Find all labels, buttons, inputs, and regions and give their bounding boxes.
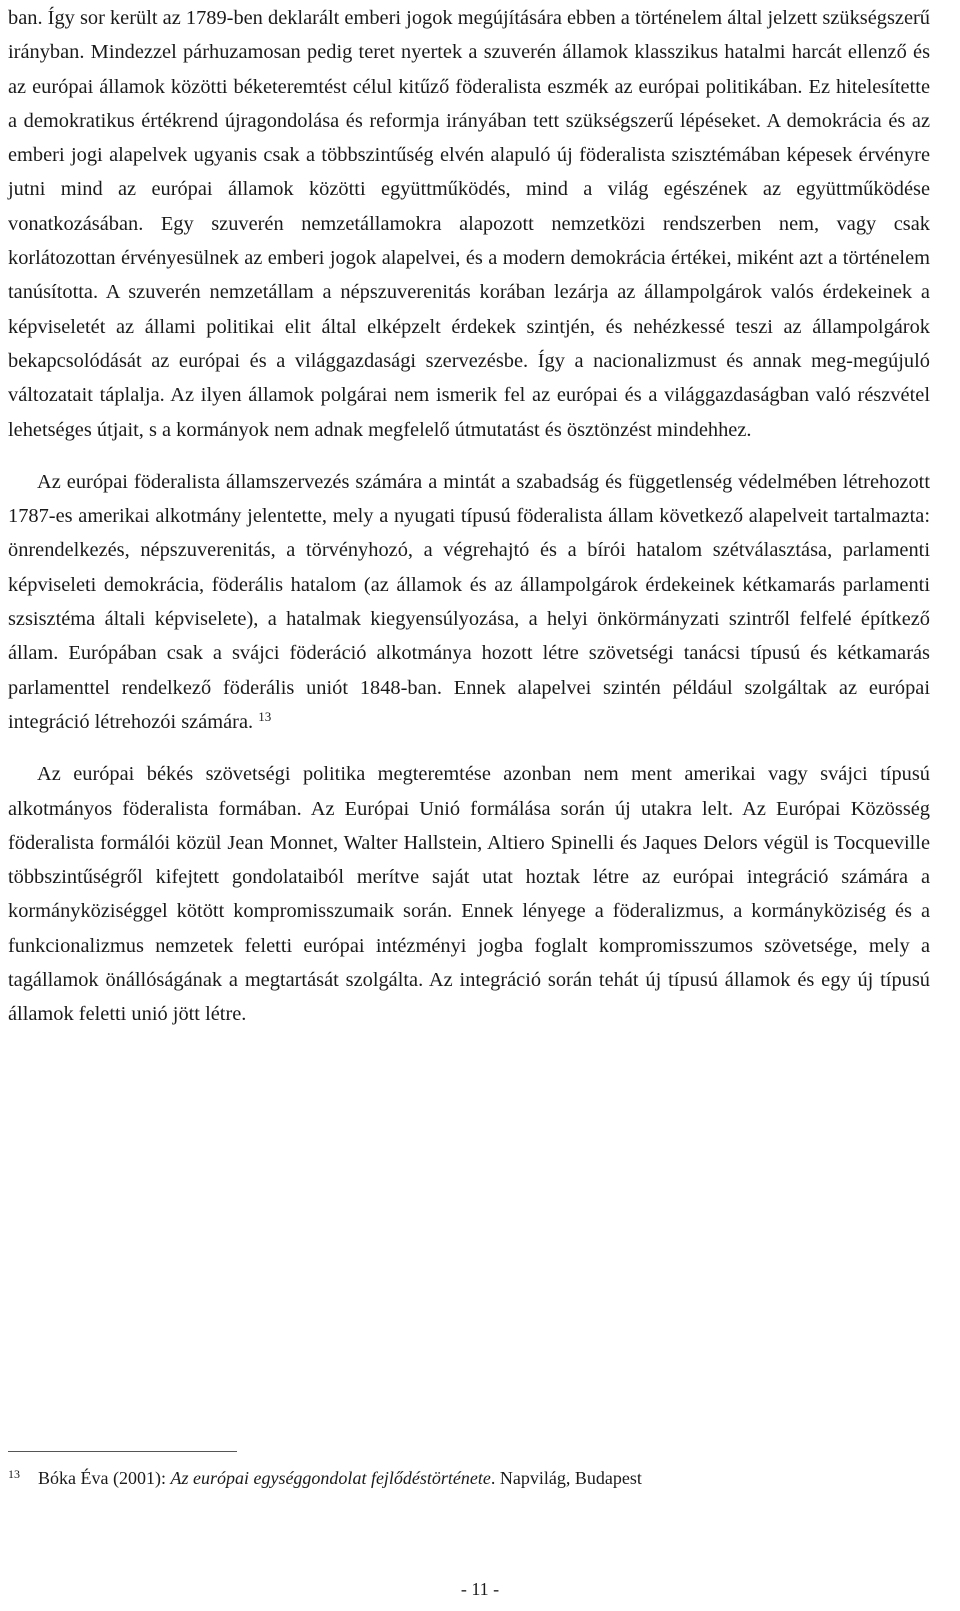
paragraph-3: Az európai békés szövetségi politika megteremtése azonban nem ment amerikai vagy svájci típusú alkotmányos föderalista formában. Az Európai Unió formálása során új utakra lelt. Az Európai Közösség föderalista formálói közül Jean Monnet, Walter Hallstein, Altiero Spinelli és Jaques Delors végül is Tocqueville többszintűségről kifejtett gondolataiból merítve saját utat hoztak létre az európai integráció számára a kormányköziséggel kötött kompromisszumaik során. Ennek lényege a föderalizmus, a kormányköziség és a funkcionalizmus nemzetek feletti európai intézményi jogba foglalt kompromisszumos szövetsége, mely a tagállamok önállóságának a megtartását szolgálta. Az integráció során tehát új típusú államok és egy új típusú államok feletti unió jött létre. [8, 763, 930, 1026]
paragraph-1: ban. Így sor került az 1789-ben deklarált emberi jogok megújítására ebben a történelem által jelzett szükségszerű irányban. Mindezzel párhuzamosan pedig teret nyertek a szuverén államok klasszikus hatalmi harcát ellenző és az európai államok közötti béketeremtést célul kitűző föderalista eszmék az európai politikában. Ez hitelesítette a demokratikus értékrend újragondolása és reformja irányában tett szükségszerű lépéseket. A demokrácia és az emberi jogi alapelvek ugyanis csak a többszintűség elvén alapuló új föderalista szisztémában képesek érvényre jutni mind az európai államok közötti együttműködés, mind a világ egészének az együttműködése vonatkozásában. Egy szuverén nemzetállamokra alapozott nemzetközi rendszerben nem, vagy csak korlátozottan érvényesülnek az emberi jogok alapelvei, és a modern demokrácia értékei, miként azt a történelem tanúsította. A szuverén nemzetállam a népszuverenitás korában lezárja az állampolgárok valós érdekeinek a képviseletét az állami politikai elit által elképzelt érdekek szintjén, és nehézkessé teszi az állampolgárok bekapcsolódását az európai és a világgazdasági szervezésbe. Így a nacionalizmust és annak meg-megújuló változatait táplalja. Az ilyen államok polgárai nem ismerik fel az európai és a világgazdaságban való részvétel lehetséges útjait, s a kormányok nem adnak megfelelő útmutatást és ösztönzést mindehhez. [8, 7, 930, 441]
footnote-divider [8, 1451, 237, 1452]
page-body [8, 0, 930, 1032]
footnote-text-after: . Napvilág, Budapest [490, 1468, 642, 1488]
footnote-reference[interactable]: 13 [258, 708, 272, 724]
page-number: - 11 - [460, 1579, 500, 1599]
paragraph-2 [8, 465, 930, 739]
footnote: 13 Bóka Éva (2001): Az európai egységgondolat fejlődéstörténete. Napvilág, Budapest [8, 1467, 642, 1488]
footnote-text-before: Bóka Éva (2001): [38, 1468, 171, 1488]
footnote-title: Az európai egységgondolat fejlődéstörténete [170, 1468, 491, 1488]
paragraph-2-text: Az európai föderalista államszervezés számára a mintát a szabadság és függetlenség védelmében létrehozott 1787-es amerikai alkotmány jelentette, mely a nyugati típusú föderalista állam következő alapelveit tartalmazta: önrendelkezés, népszuverenitás, a törvényhozó, a végrehajtó és a bírói hatalom szétválasztása, parlamenti képviseleti demokrácia, föderális hatalom (az államok és az állampolgárok érdekeinek kétkamarás parlamenti szsisztéma általi képviselete), a hatalmak kiegyensúlyozása, a helyi önkörmányzati szintről felfelé építkező állam. Európában csak a svájci föderáció alkotmánya hozott létre szövetségi tanácsi típusú és kétkamarás parlamenttel rendelkező föderális uniót 1848-ban. Ennek alapelvei szintén például szolgáltak az európai integráció létrehozói számára. [8, 470, 930, 733]
